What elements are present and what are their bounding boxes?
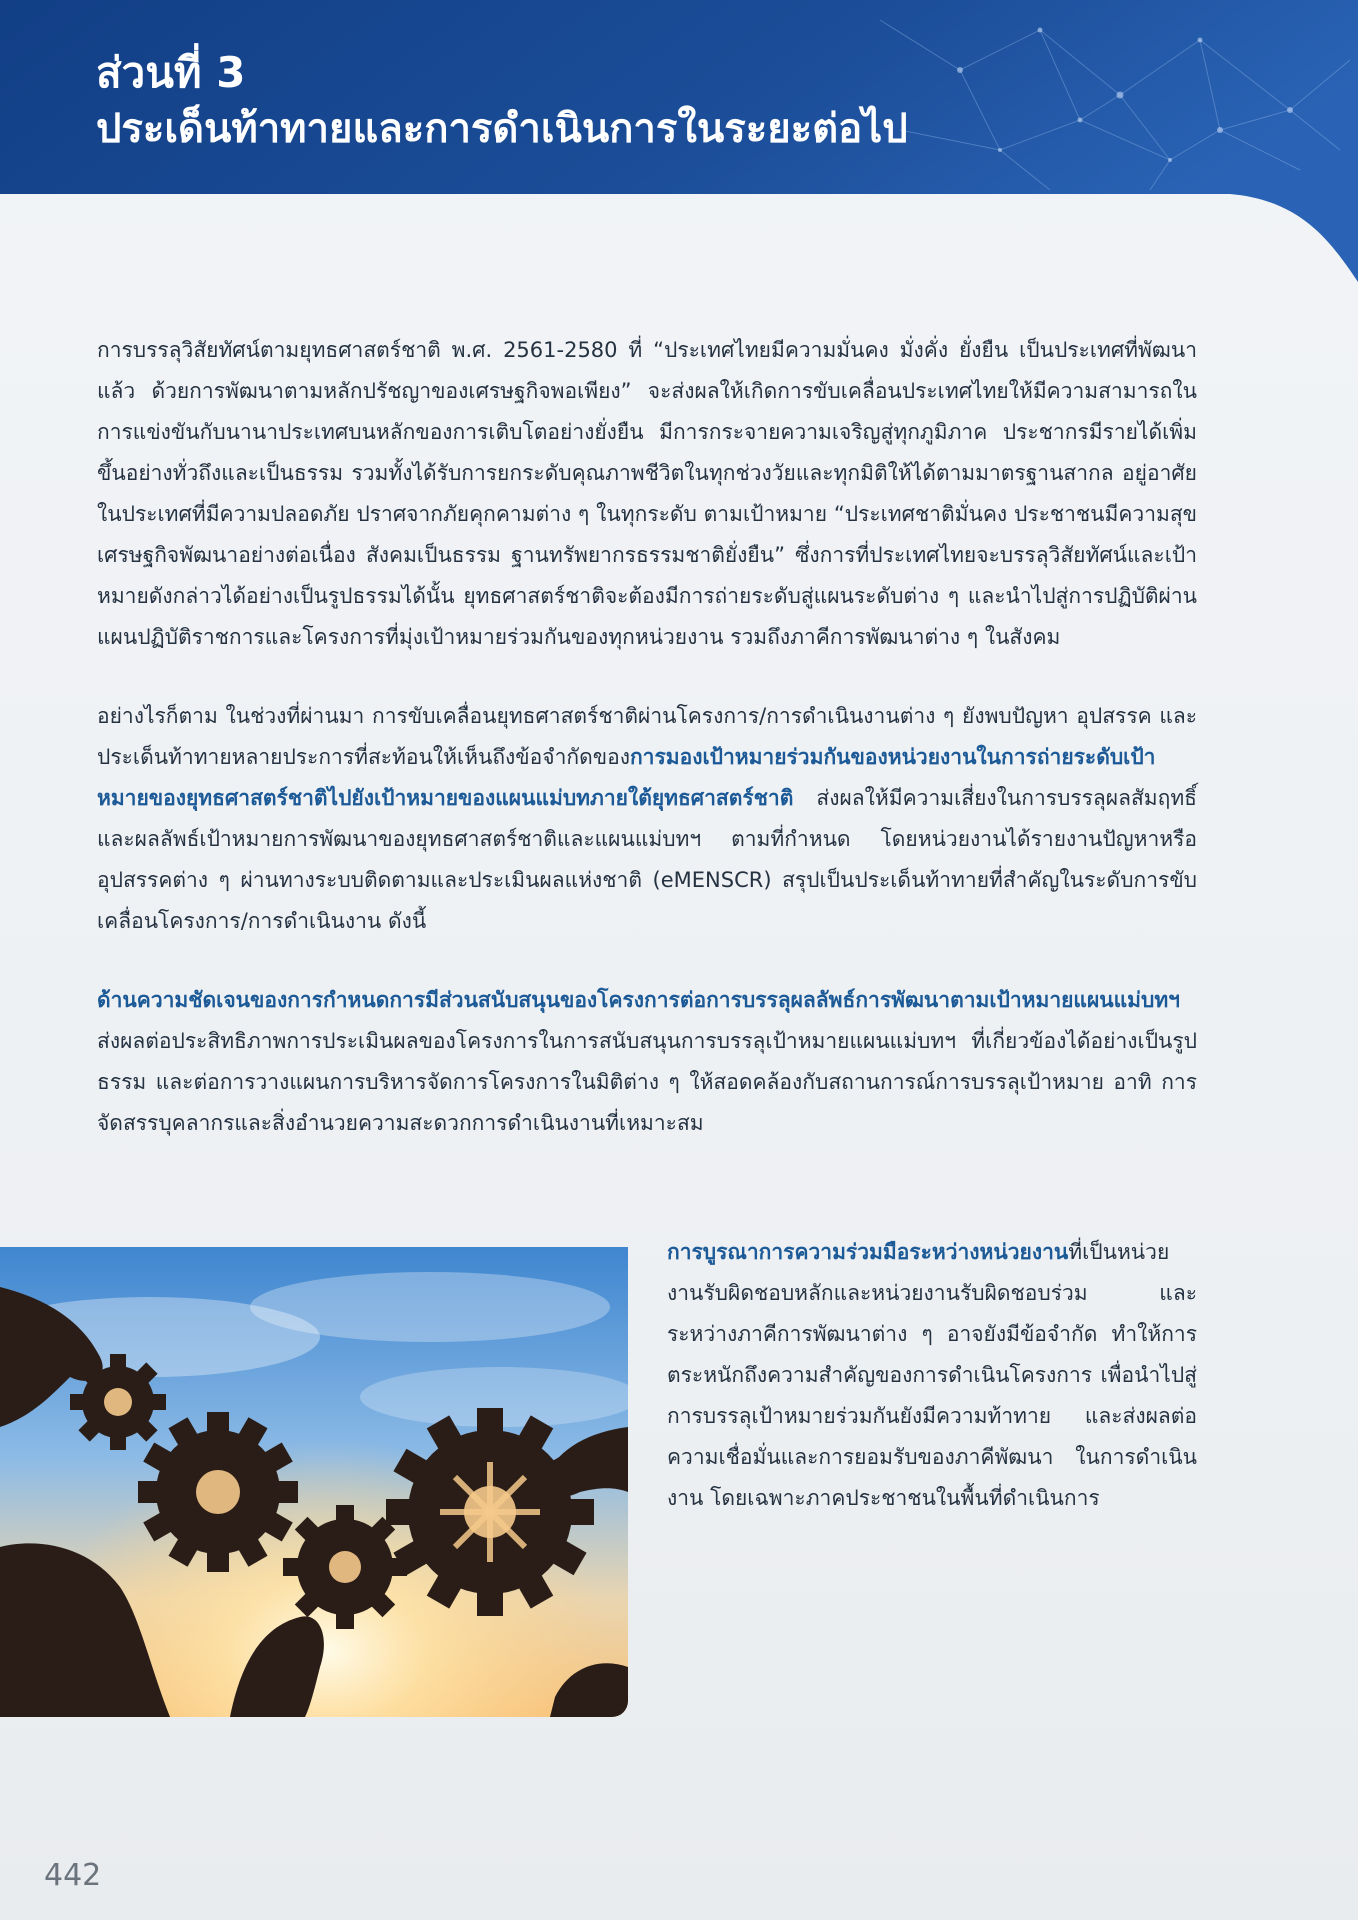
- section-label: ส่วนที่ 3: [96, 48, 246, 97]
- paragraph-challenges-rest: ส่งผลให้มีความเสี่ยงในการบรรลุผลสัมฤทธิ์และผลลัพธ์เป้าหมายการพัฒนาของยุทธศาสตร์ชาติและแผนแม่บทฯ ตามที่กำหนด โดยหน่วยงานได้รายงานปัญหาหรืออุปสรรคต่าง ๆ ผ่านทางระบบติดตามและประเมินผลแห่งชาติ (eMENSCR) สรุปเป็นประเด็นท้าทายที่สำคัญในระดับการขับเคลื่อนโครงการ/การดำเนินงาน ดังนี้: [97, 786, 1197, 933]
- gears-silhouette-illustration: [0, 1247, 628, 1717]
- paragraph-vision: [97, 330, 1197, 658]
- paragraph-challenges-highlight: การมองเป้าหมายร่วมกันของหน่วยงานในการถ่ายระดับเป้าหมายของยุทธศาสตร์ชาติไปยังเป้าหมายของแผนแม่บทภายใต้ยุทธศาสตร์ชาติ: [97, 745, 1156, 810]
- paragraph-clarity-highlight: ด้านความชัดเจนของการกำหนดการมีส่วนสนับสนุนของโครงการต่อการบรรลุผลลัพธ์การพัฒนาตามเป้าหมายแผนแม่บทฯ: [97, 988, 1180, 1012]
- section-title: ประเด็นท้าทายและการดำเนินการในระยะต่อไป: [96, 106, 908, 152]
- header-band: [0, 0, 1358, 290]
- paragraph-integration: [667, 1232, 1197, 1519]
- paragraph-challenges-intro: อย่างไรก็ตาม ในช่วงที่ผ่านมา การขับเคลื่อนยุทธศาสตร์ชาติผ่านโครงการ/การดำเนินงานต่าง ๆ ยังพบปัญหา อุปสรรค และประเด็นท้าทายหลายประการที่สะท้อนให้เห็นถึงข้อจำกัดของ: [97, 704, 1197, 769]
- paragraph-vision-text: การบรรลุวิสัยทัศน์ตามยุทธศาสตร์ชาติ พ.ศ. 2561-2580 ที่ “ประเทศไทยมีความมั่นคง มั่งคั่ง ยั่งยืน เป็นประเทศที่พัฒนาแล้ว ด้วยการพัฒนาตามหลักปรัชญาของเศรษฐกิจพอเพียง” จะส่งผลให้เกิดการขับเคลื่อนประเทศไทยให้มีความสามารถในการแข่งขันกับนานาประเทศบนหลักของการเติบโตอย่างยั่งยืน มีการกระจายความเจริญสู่ทุกภูมิภาค ประชากรมีรายได้เพิ่มขึ้นอย่างทั่วถึงและเป็นธรรม รวมทั้งได้รับการยกระดับคุณภาพชีวิตในทุกช่วงวัยและทุกมิติให้ได้ตามมาตรฐานสากล อยู่อาศัยในประเทศที่มีความปลอดภัย ปราศจากภัยคุกคามต่าง ๆ ในทุกระดับ ตามเป้าหมาย “ประเทศชาติมั่นคง ประชาชนมีความสุข เศรษฐกิจพัฒนาอย่างต่อเนื่อง สังคมเป็นธรรม ฐานทรัพยากรธรรมชาติยั่งยืน” ซึ่งการที่ประเทศไทยจะบรรลุวิสัยทัศน์และเป้าหมายดังกล่าวได้อย่างเป็นรูปธรรมได้นั้น ยุทธศาสตร์ชาติจะต้องมีการถ่ายระดับสู่แผนระดับต่าง ๆ และนำไปสู่การปฏิบัติผ่านแผนปฏิบัติราชการและโครงการที่มุ่งเป้าหมายร่วมกันของทุกหน่วยงาน รวมถึงภาคีการพัฒนาต่าง ๆ ในสังคม: [97, 338, 1197, 649]
- main-content: [97, 330, 1197, 1182]
- paragraph-challenges: [97, 696, 1197, 942]
- paragraph-integration-highlight: การบูรณาการความร่วมมือระหว่างหน่วยงาน: [667, 1240, 1069, 1264]
- paragraph-clarity: [97, 980, 1197, 1144]
- page-number: 442: [44, 1858, 102, 1893]
- paragraph-clarity-rest: ส่งผลต่อประสิทธิภาพการประเมินผลของโครงการในการสนับสนุนการบรรลุเป้าหมายแผนแม่บทฯ ที่เกี่ยวข้องได้อย่างเป็นรูปธรรม และต่อการวางแผนการบริหารจัดการโครงการในมิติต่าง ๆ ให้สอดคล้องกับสถานการณ์การบรรลุเป้าหมาย อาทิ การจัดสรรบุคลากรและสิ่งอำนวยความสะดวกการดำเนินงานที่เหมาะสม: [97, 1029, 1197, 1135]
- gears-teamwork-photo: [0, 1247, 628, 1717]
- paragraph-integration-rest: ที่เป็นหน่วยงานรับผิดชอบหลักและหน่วยงานรับผิดชอบร่วม และระหว่างภาคีการพัฒนาต่าง ๆ อาจยังมีข้อจำกัด ทำให้การตระหนักถึงความสำคัญของการดำเนินโครงการ เพื่อนำไปสู่การบรรลุเป้าหมายร่วมกันยังมีความท้าทาย และส่งผลต่อความเชื่อมั่นและการยอมรับของภาคีพัฒนา ในการดำเนินงาน โดยเฉพาะภาคประชาชนในพื้นที่ดำเนินการ: [667, 1240, 1197, 1510]
